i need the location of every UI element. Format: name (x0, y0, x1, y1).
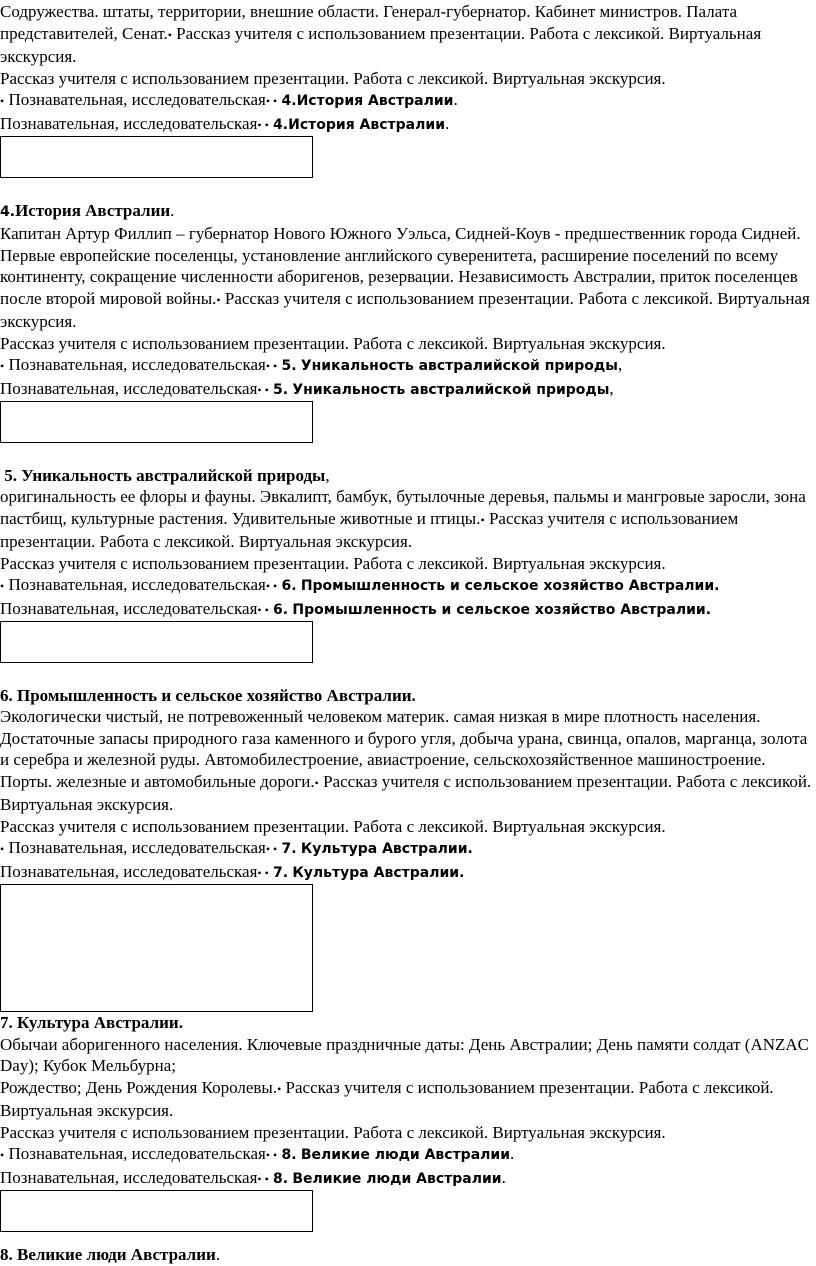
section-body: Капитан Артур Филлип – губернатор Нового Южного Уэльса, Сидней-Коув - предшественник города Сидней. Первые европейские поселенцы, установление английского суверенитета, расширение поселений по всему континенту, сокращение численности аборигенов, резервации. Независимость Австралии, приток поселенцев после второй мировой войны.• Рассказ учителя с использованием презентации. Работа с лексикой. Виртуальная экскурсия. (0, 224, 810, 331)
section-body: Экологически чистый, не потревоженный человеком материк. самая низкая в мире плотность населения. Достаточные запасы природного газа каменного и бурого угля, добыча урана, свинца, опалов, марганца, золота и серебра и железной руды. Автомобилестроение, авиастроение, сельскохозяйственное машиностроение. Порты. железные и автомобильные дороги.• Рассказ учителя с использованием презентации. Работа с лексикой. Виртуальная экскурсия. (0, 707, 812, 814)
method-line: Рассказ учителя с использованием презентации. Работа с лексикой. Виртуальная экскурсия. (0, 1122, 666, 1142)
section-body: Обычаи аборигенного населения. Ключевые праздничные даты: День Австралии; День памяти солдат (ANZAC Day); Кубок Мельбурна; (0, 1034, 809, 1075)
activity-line: Познавательная, исследовательская• • 7. Культура Австралии. (0, 861, 465, 881)
activity-line: • Познавательная, исследовательская• • 8. Великие люди Австралии. (0, 1144, 515, 1163)
activity-line: • Познавательная, исследовательская• • 6. Промышленность и сельское хозяйство Австралии. (0, 575, 720, 594)
activity-line: Познавательная, исследовательская• • 6. Промышленность и сельское хозяйство Австралии. (0, 598, 712, 618)
empty-table-cell (0, 136, 313, 178)
activity-line: Познавательная, исследовательская• • 8. Великие люди Австралии. (0, 1167, 506, 1187)
empty-table-cell (0, 1190, 313, 1232)
section-heading: 8. Великие люди Австралии. (0, 1245, 221, 1264)
method-line: Рассказ учителя с использованием презентации. Работа с лексикой. Виртуальная экскурсия. (0, 553, 666, 573)
section-heading: 5. Уникальность австралийской природы, (4, 465, 330, 485)
activity-line: • Познавательная, исследовательская• • 7. Культура Австралии. (0, 838, 473, 857)
section-body: Рождество; День Рождения Королевы.• Рассказ учителя с использованием презентации. Работа с лексикой. Виртуальная экскурсия. (0, 1077, 774, 1120)
intro-paragraph: Содружества. штаты, территории, внешние области. Генерал-губернатор. Кабинет министров. Палата представителей, Сенат.• Рассказ учителя с использованием презентации. Работа с лексикой. Виртуальная экскурсия. (0, 2, 762, 66)
section-heading: 6. Промышленность и сельское хозяйство Австралии. (0, 685, 416, 705)
empty-table-cell (0, 884, 313, 1012)
empty-table-cell (0, 401, 313, 443)
section-body: оригинальность ее флоры и фауны. Эвкалипт, бамбук, бутылочные деревья, пальмы и мангровые заросли, зона пастбищ, культурные растения. Удивительные животные и птицы.• Рассказ учителя с использованием презентации. Работа с лексикой. Виртуальная экскурсия. (0, 487, 806, 551)
section-heading: 4.История Австралии. (0, 200, 175, 220)
activity-line: • Познавательная, исследовательская• • 4.История Австралии. (0, 90, 458, 109)
method-line: Рассказ учителя с использованием презентации. Работа с лексикой. Виртуальная экскурсия. (0, 333, 666, 353)
section-heading: 7. Культура Австралии. (0, 1013, 183, 1032)
document-page (0, 1, 812, 1266)
activity-line: Познавательная, исследовательская• • 4.История Австралии. (0, 113, 450, 133)
activity-line: Познавательная, исследовательская• • 5. Уникальность австралийской природы, (0, 378, 614, 398)
method-line: Рассказ учителя с использованием презентации. Работа с лексикой. Виртуальная экскурсия. (0, 816, 666, 836)
activity-line: • Познавательная, исследовательская• • 5. Уникальность австралийской природы, (0, 355, 623, 374)
empty-table-cell (0, 621, 313, 663)
method-line: Рассказ учителя с использованием презентации. Работа с лексикой. Виртуальная экскурсия. (0, 68, 666, 88)
